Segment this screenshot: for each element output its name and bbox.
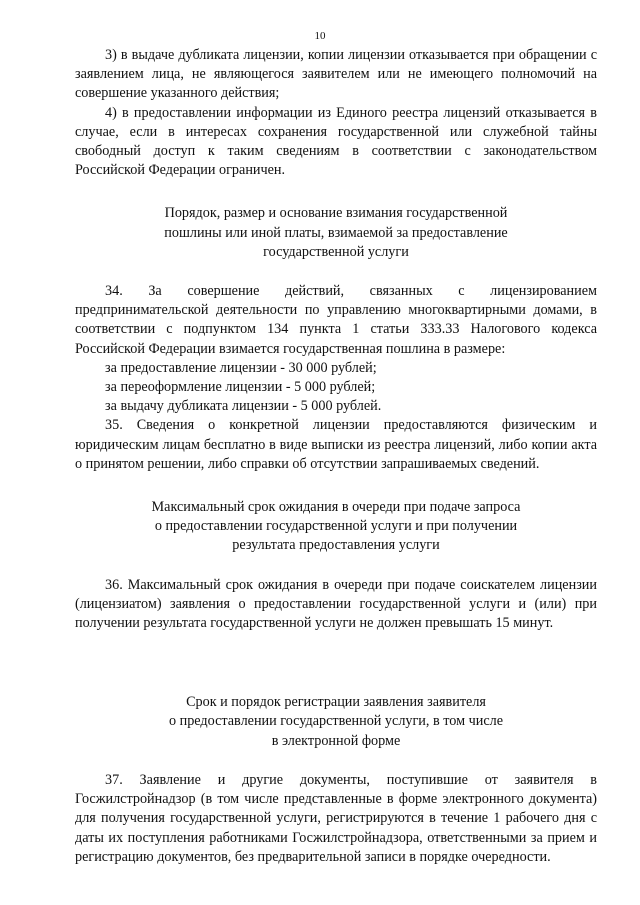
heading-line: государственной услуги [263,243,409,260]
heading-line: Максимальный срок ожидания в очереди при подаче запроса [151,499,521,516]
paragraph-37: 37. Заявление и другие документы, поступившие от заявителя в Госжилстройнадзор (в том числе представленные в форме электронного документа) для получения государственной услуги, регистрируются в течение 1 рабочего дня с даты их поступления работниками Госжилстройнадзора, ответственными за прием и регистрацию документов, без предварительной записи в порядке очередности. [75,771,597,865]
paragraph-36: 36. Максимальный срок ожидания в очереди при подаче соискателем лицензии (лицензиатом) заявления о предоставлении государственной услуги и (или) при получении результата государственной услуги не должен превышать 15 минут. [75,576,597,632]
section-heading-fee [75,204,597,262]
paragraph-34: 34. За совершение действий, связанных с лицензированием предпринимательской деятельности по управлению многоквартирными домами, в соответствии с подпунктом 134 пункта 1 статьи 333.33 Налогового кодекса Российской Федерации взимается государственная пошлина в размере: [75,283,597,357]
spacer [75,556,597,576]
spacer [75,474,597,498]
heading-line: о предоставлении государственной услуги, в том числе [168,713,504,730]
heading-line: Срок и порядок регистрации заявления заявителя [186,694,486,711]
heading-line: результата предоставления услуги [232,537,440,554]
paragraph-item-4: 4) в предоставлении информации из Единого реестра лицензий отказывается в случае, если в интересах сохранения государственной или служебной тайны свободный доступ к таким сведениям в соответствии с законодательством Российской Федерации ограничен. [75,104,597,179]
heading-line: в электронной форме [271,732,401,749]
heading-line: пошлины или иной платы, взимаемой за предоставление [164,224,508,241]
fee-line-reissue: за переоформление лицензии - 5 000 рублей; [105,379,376,396]
heading-line: Порядок, размер и основание взимания государственной [164,205,508,222]
spacer [75,262,597,282]
paragraph-35: 35. Сведения о конкретной лицензии предоставляются физическим и юридическим лицам бесплатно в виде выписки из реестра лицензий, либо копии акта о принятом решении, либо справки об отсутствии запрашиваемых сведений. [75,417,597,472]
document-body [75,46,597,867]
fee-line-duplicate: за выдачу дубликата лицензии - 5 000 рублей. [105,398,382,415]
spacer [75,669,597,693]
spacer [75,633,597,669]
page-number: 10 [314,30,326,42]
fee-line-license: за предоставление лицензии - 30 000 рублей; [105,359,377,376]
section-heading-registration [75,693,597,751]
heading-line: о предоставлении государственной услуги и при получении [154,518,518,535]
spacer [75,751,597,771]
section-heading-waiting [75,498,597,556]
spacer [75,180,597,204]
paragraph-item-3: 3) в выдаче дубликата лицензии, копии лицензии отказывается при обращении с заявлением лица, не являющегося заявителем или не имеющего полномочий на совершение указанного действия; [75,47,597,102]
